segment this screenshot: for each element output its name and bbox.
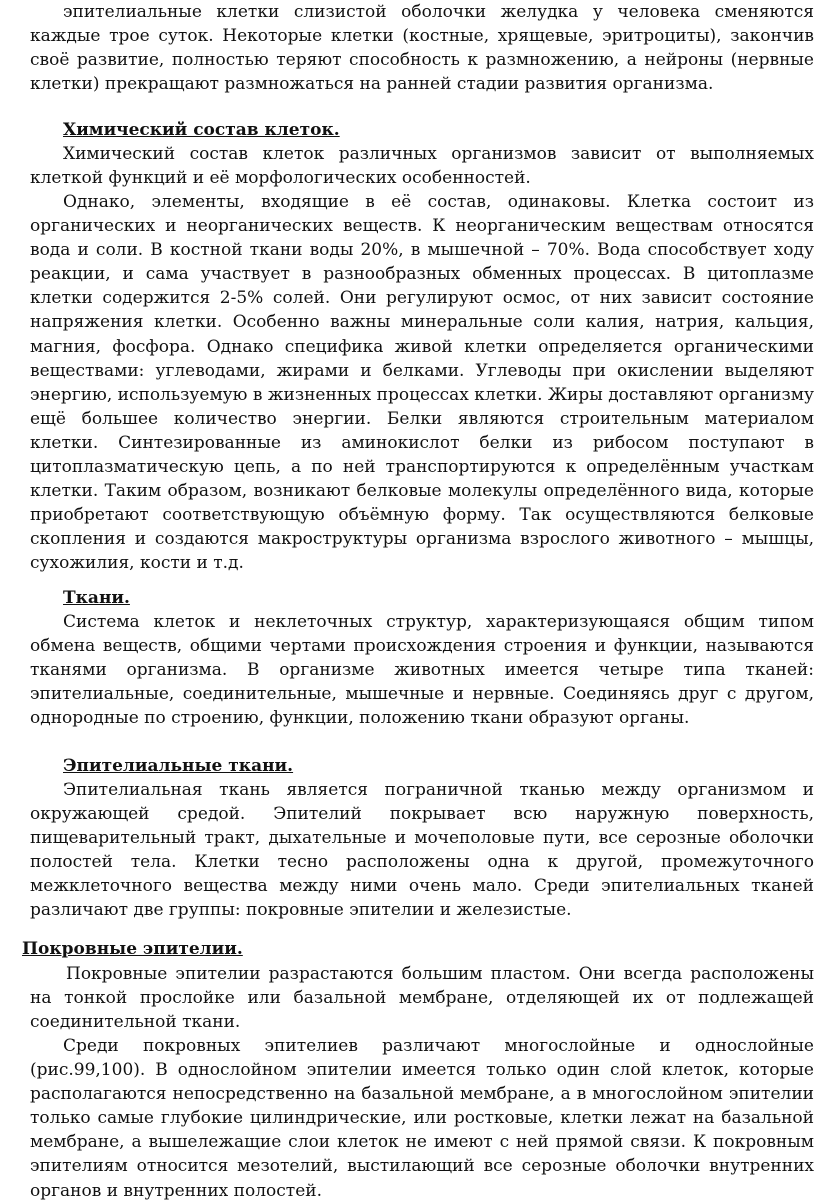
heading-epithelial-tissues: Эпителиальные ткани. xyxy=(63,756,294,776)
heading-tissues: Ткани. xyxy=(63,588,130,608)
paragraph-covering-2: Среди покровных эпителиев различают многослойные и однослойные (рис.99,100). В однослойном эпителии имеется только один слой клеток, которые располагаются непосредственно на базальной мембране, а в многослойном эпителии только самые глубокие цилиндрические, или ростковые, клетки лежат на базальной мембране, а вышележащие слои клеток не имеют с ней прямой связи. К покровным эпителиям относится мезотелий, выстилающий все серозные оболочки внутренних органов и внутренних полостей. xyxy=(30,1036,814,1201)
paragraph-tissues: Система клеток и неклеточных структур, характеризующаяся общим типом обмена веществ, общими чертами происхождения строения и функции, называются тканями организма. В организме животных имеется четыре типа тканей: эпителиальные, соединительные, мышечные и нервные. Соединяясь друг с другом, однородные по строению, функции, положению ткани образуют органы. xyxy=(30,612,814,729)
paragraph-chemical-2: Однако, элементы, входящие в её состав, одинаковы. Клетка состоит из органических и неорганических веществ. К неорганическим веществам относятся вода и соли. В костной ткани воды 20%, в мышечной – 70%. Вода способствует ходу реакции, и сама участвует в разнообразных обменных процессах. В цитоплазме клетки содержится 2-5% солей. Они регулируют осмос, от них зависит состояние напряжения клетки. Особенно важны минеральные соли калия, натрия, кальция, магния, фосфора. Однако специфика живой клетки определяется органическими веществами: углеводами, жирами и белками. Углеводы при окислении выделяют энергию, используемую в жизненных процессах клетки. Жиры доставляют организму ещё большее количество энергии. Белки являются строительным материалом клетки. Синтезированные из аминокислот белки из рибосом поступают в цитоплазматическую цепь, а по ней транспортируются к определённым участкам клетки. Таким образом, возникают белковые молекулы определённого вида, которые приобретают соответствующую объёмную форму. Так осуществляются белковые скопления и создаются макроструктуры организма взрослого животного – мышцы, сухожилия, кости и т.д. xyxy=(30,192,814,574)
paragraph-chemical-1: Химический состав клеток различных организмов зависит от выполняемых клеткой функций и её морфологических особенностей. xyxy=(30,144,814,189)
paragraph-covering-1: Покровные эпителии разрастаются большим пластом. Они всегда расположены на тонкой прослойке или базальной мембране, отделяющей их от подлежащей соединительной ткани. xyxy=(30,964,814,1033)
paragraph-top: эпителиальные клетки слизистой оболочки желудка у человека сменяются каждые трое суток. Некоторые клетки (костные, хрящевые, эритроциты), закончив своё развитие, полностью теряют способность к размножению, а нейроны (нервные клетки) прекращают размножаться на ранней стадии развития организма. xyxy=(30,2,814,95)
heading-chemical-composition: Химический состав клеток. xyxy=(63,120,340,140)
heading-covering-epithelia: Покровные эпителии. xyxy=(22,939,243,959)
paragraph-epithelial: Эпителиальная ткань является пограничной тканью между организмом и окружающей средой. Эпителий покрывает всю наружную поверхность, пищеварительный тракт, дыхательные и мочеполовые пути, все серозные оболочки полостей тела. Клетки тесно расположены одна к другой, промежуточного межклеточного вещества между ними очень мало. Среди эпителиальных тканей различают две группы: покровные эпителии и железистые. xyxy=(30,780,814,921)
